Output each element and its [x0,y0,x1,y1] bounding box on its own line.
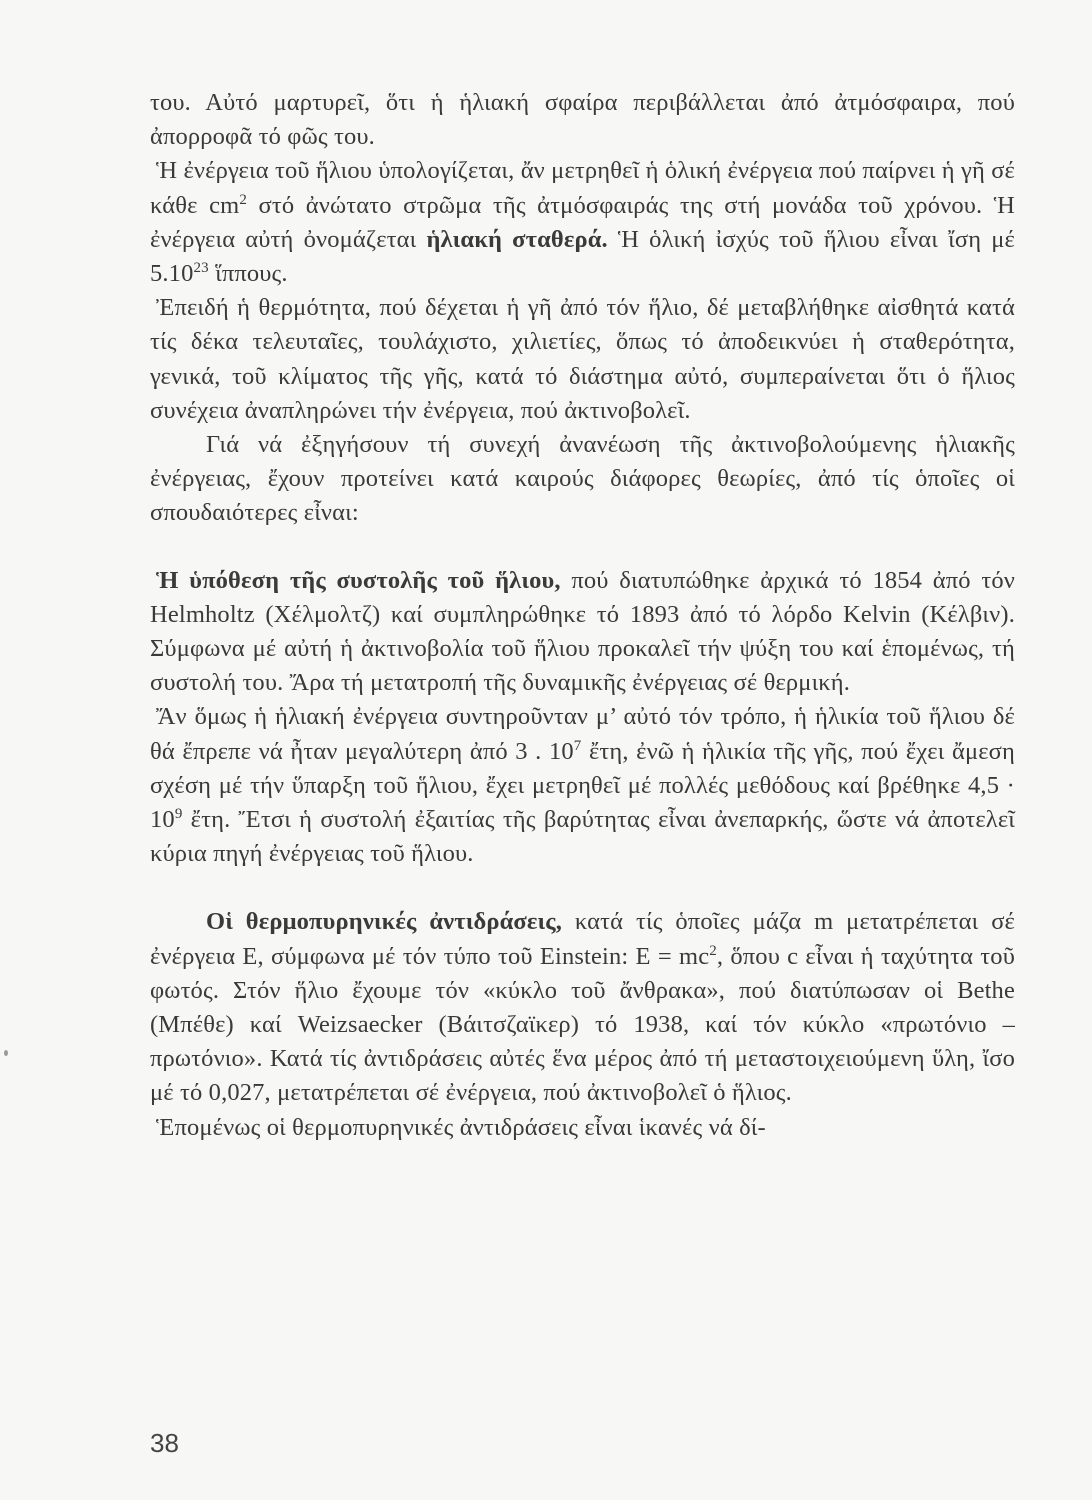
superscript: 2 [709,942,717,959]
bold-term: Οἱ θερμοπυρηνικές ἀντιδράσεις, [206,908,563,936]
text-run: , ὅπου c εἶναι ἡ ταχύτητα τοῦ φωτός. Στόν ἥλιο ἔχουμε τόν «κύκλο τοῦ ἄνθρακα», πού διατύπωσαν οἱ Bethe (Μπέθε) καί Weizsaecker (Βάιτσζαϊκερ) τό 1938, καί τόν κύκλο «πρωτόνιο – πρωτόνιο». Κατά τίς ἀντιδράσεις αὐτές ἕνα μέρος ἀπό τή μεταστοιχειούμενη ὕλη, ἴσο μέ τό 0,027, μετατρέπεται σέ ἐνέργεια, πού ἀκτινοβολεῖ ὁ ἥλιος. [150,942,1015,1107]
text-run: Ἄν ὅμως ἡ ἡλιακή ἐνέργεια συντηροῦνταν μ’ αὐτό τόν τρόπο, ἡ ἡλικία τοῦ ἥλιου δέ θά ἔπρεπε νά ἦταν μεγαλύτερη ἀπό 3 . 10 [150,703,1015,765]
superscript: 9 [174,806,183,823]
text-run: Ἡ ὁλική ἰσχύς τοῦ ἥλιου εἶναι ἴση μέ 5.10 [150,225,1015,288]
paragraph-continuation [150,86,1015,154]
paragraph-age-argument [150,700,1015,871]
page-number: 38 [150,1428,179,1458]
paragraph-theories-intro [150,428,1015,531]
text-run: Ἑπομένως οἱ θερμοπυρηνικές ἀντιδράσεις εἶναι ἱκανές νά δί- [156,1113,766,1141]
paragraph-consequently [150,1111,1015,1145]
text-run: στό ἀνώτατο στρῶμα τῆς ἀτμόσφαιράς της στή μονάδα τοῦ χρόνου. Ἡ ἐνέργεια αὐτή ὀνομάζεται [150,191,1015,253]
text-run: ἔτη. Ἔτσι ἡ συστολή ἐξαιτίας τῆς βαρύτητας εἶναι ἀνεπαρκής, ὥστε νά ἀποτελεῖ κύρια πηγή ἐνέργειας τοῦ ἥλιου. [150,806,1015,868]
bold-term: Ἡ ὑπόθεση τῆς συστολῆς τοῦ ἥλιου, [156,566,561,594]
text-run: πού διατυπώθηκε ἀρχικά τό 1854 ἀπό τόν Helmholtz (Χέλμολτζ) καί συμπληρώθηκε τό 1893 ἀπό τό λόρδο Kelvin (Κέλβιν). Σύμφωνα μέ αὐτή ἡ ἀκτινοβολία τοῦ ἥλιου προκαλεῖ τήν ψύξη του καί ἑπομένως, τή συστολή του. Ἄρα τή μετατροπή τῆς δυναμικῆς ἐνέργειας σέ θερμική. [150,566,1015,697]
superscript: 7 [573,737,582,754]
superscript: 2 [239,191,247,208]
text-run: Ἡ ἐνέργεια τοῦ ἥλιου ὑπολογίζεται, ἄν μετρηθεῖ ἡ ὁλική ἐνέργεια πού παίρνει ἡ γῆ σέ κάθε cm [150,157,1015,219]
text-run: κατά τίς ὁποῖες μάζα m μετατρέπεται σέ ἐνέργεια E, σύμφωνα μέ τόν τύπο τοῦ Einstein: E = mc [150,908,1015,970]
text-run: ἔτη, ἐνῶ ἡ ἡλικία τῆς γῆς, πού ἔχει ἄμεση σχέση μέ τήν ὕπαρξη τοῦ ἥλιου, ἔχει μετρηθεῖ μέ πολλές μεθόδους καί βρέθηκε 4,5 · 10 [150,737,1015,834]
scan-speck [4,1050,8,1056]
superscript: 23 [193,260,209,277]
text-run: του. Αὐτό μαρτυρεῖ, ὅτι ἡ ἡλιακή σφαίρα περιβάλλεται ἀπό ἀτμόσφαιρα, πού ἀπορροφᾶ τό φῶς του. [150,89,1015,151]
paragraph-thermonuclear-reactions [150,905,1015,1110]
paragraph-solar-energy [150,154,1015,291]
paragraph-contraction-hypothesis [150,564,1015,701]
text-run: ἵππους. [208,260,288,288]
paragraph-heat-constancy [150,291,1015,428]
text-run: Γιά νά ἐξηγήσουν τή συνεχή ἀνανέωση τῆς ἀκτινοβολούμενης ἡλιακῆς ἐνέργειας, ἔχουν προτείνει κατά καιρούς διάφορες θεωρίες, ἀπό τίς ὁποῖες οἱ σπουδαιότερες εἶναι: [150,431,1015,527]
text-run: Ἐπειδή ἡ θερμότητα, πού δέχεται ἡ γῆ ἀπό τόν ἥλιο, δέ μεταβλήθηκε αἰσθητά κατά τίς δέκα τελευταῖες, τουλάχιστο, χιλιετίες, ὅπως τό ἀποδεικνύει ἡ σταθερότητα, γενικά, τοῦ κλίματος τῆς γῆς, κατά τό διάστημα αὐτό, συμπεραίνεται ὅτι ὁ ἥλιος συνέχεια ἀναπληρώνει τήν ἐνέργεια, πού ἀκτινοβολεῖ. [150,294,1015,424]
body-text [150,86,1015,1145]
bold-term: ἡλιακή σταθερά. [426,225,608,253]
